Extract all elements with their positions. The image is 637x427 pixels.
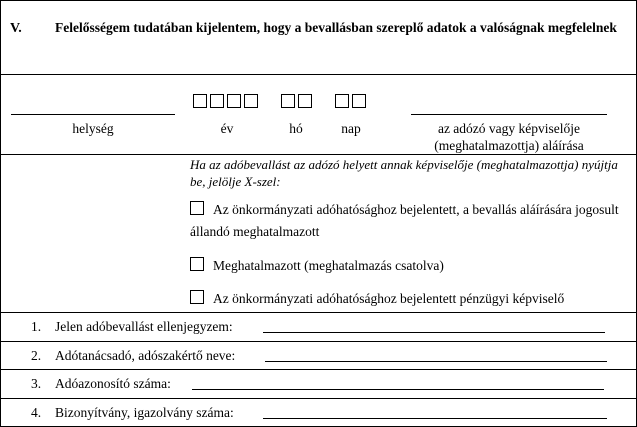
advisor-name-field[interactable] — [265, 361, 607, 362]
advisor-name-row — [1, 342, 636, 371]
option-checkbox[interactable] — [190, 201, 204, 215]
month-boxes[interactable] — [281, 94, 312, 108]
item-number: 4. — [31, 404, 42, 420]
month-label: hó — [289, 121, 303, 136]
section-number: V. — [10, 21, 22, 36]
option-authorized — [190, 255, 630, 277]
item-label: Jelen adóbevallást ellenjegyzem: — [55, 319, 233, 334]
tax-id-row — [1, 370, 636, 399]
item-number: 3. — [31, 376, 42, 391]
year-digit-box[interactable] — [227, 94, 241, 108]
countersign-row — [1, 313, 636, 342]
item-number: 2. — [31, 347, 42, 363]
signature-field[interactable] — [411, 114, 607, 115]
representative-note: Ha az adóbevallást az adózó helyett annak képviselője (meghatalmazottja) nyújtja be, jelölje X-szel: — [190, 157, 618, 189]
item-label: Adóazonosító száma: — [55, 376, 171, 391]
signer-label — [397, 120, 621, 154]
signer-label-line2: (meghatalmazottja) aláírása — [434, 138, 584, 153]
section-title: Felelősségem tudatában kijelentem, hogy a bevallásban szereplő adatok a valóságnak megfelelnek — [55, 20, 617, 35]
month-digit-box[interactable] — [281, 94, 295, 108]
option-label: Az önkormányzati adóhatósághoz bejelentett pénzügyi képviselő — [213, 291, 565, 306]
item-label: Adótanácsadó, adószakértő neve: — [55, 347, 236, 363]
representative-section — [1, 155, 636, 313]
option-checkbox[interactable] — [190, 257, 204, 271]
option-financial-representative — [190, 288, 630, 310]
tax-id-field[interactable] — [192, 389, 604, 390]
day-digit-box[interactable] — [335, 94, 349, 108]
year-boxes[interactable] — [193, 94, 258, 108]
year-digit-box[interactable] — [193, 94, 207, 108]
certificate-row — [1, 399, 636, 427]
day-digit-box[interactable] — [352, 94, 366, 108]
year-digit-box[interactable] — [210, 94, 224, 108]
item-label: Bizonyítvány, igazolvány száma: — [55, 404, 234, 420]
item-number: 1. — [31, 319, 42, 334]
section-header — [1, 1, 636, 75]
day-boxes[interactable] — [335, 94, 366, 108]
place-label: helység — [72, 121, 114, 136]
day-label: nap — [341, 121, 361, 136]
year-label: év — [220, 121, 234, 136]
countersign-field[interactable] — [263, 332, 605, 333]
place-field[interactable] — [11, 114, 175, 115]
option-label: Meghatalmazott (meghatalmazás csatolva) — [213, 258, 444, 273]
option-checkbox[interactable] — [190, 290, 204, 304]
month-digit-box[interactable] — [298, 94, 312, 108]
option-permanent-authorized — [190, 199, 630, 243]
signer-label-line1: az adózó vagy képviselője — [437, 121, 581, 136]
option-label: Az önkormányzati adóhatósághoz bejelentett, a bevallás aláírására jogosult állandó meghatalmazott — [190, 202, 619, 239]
signature-row — [1, 75, 636, 155]
certificate-number-field[interactable] — [263, 418, 607, 419]
year-digit-box[interactable] — [244, 94, 258, 108]
